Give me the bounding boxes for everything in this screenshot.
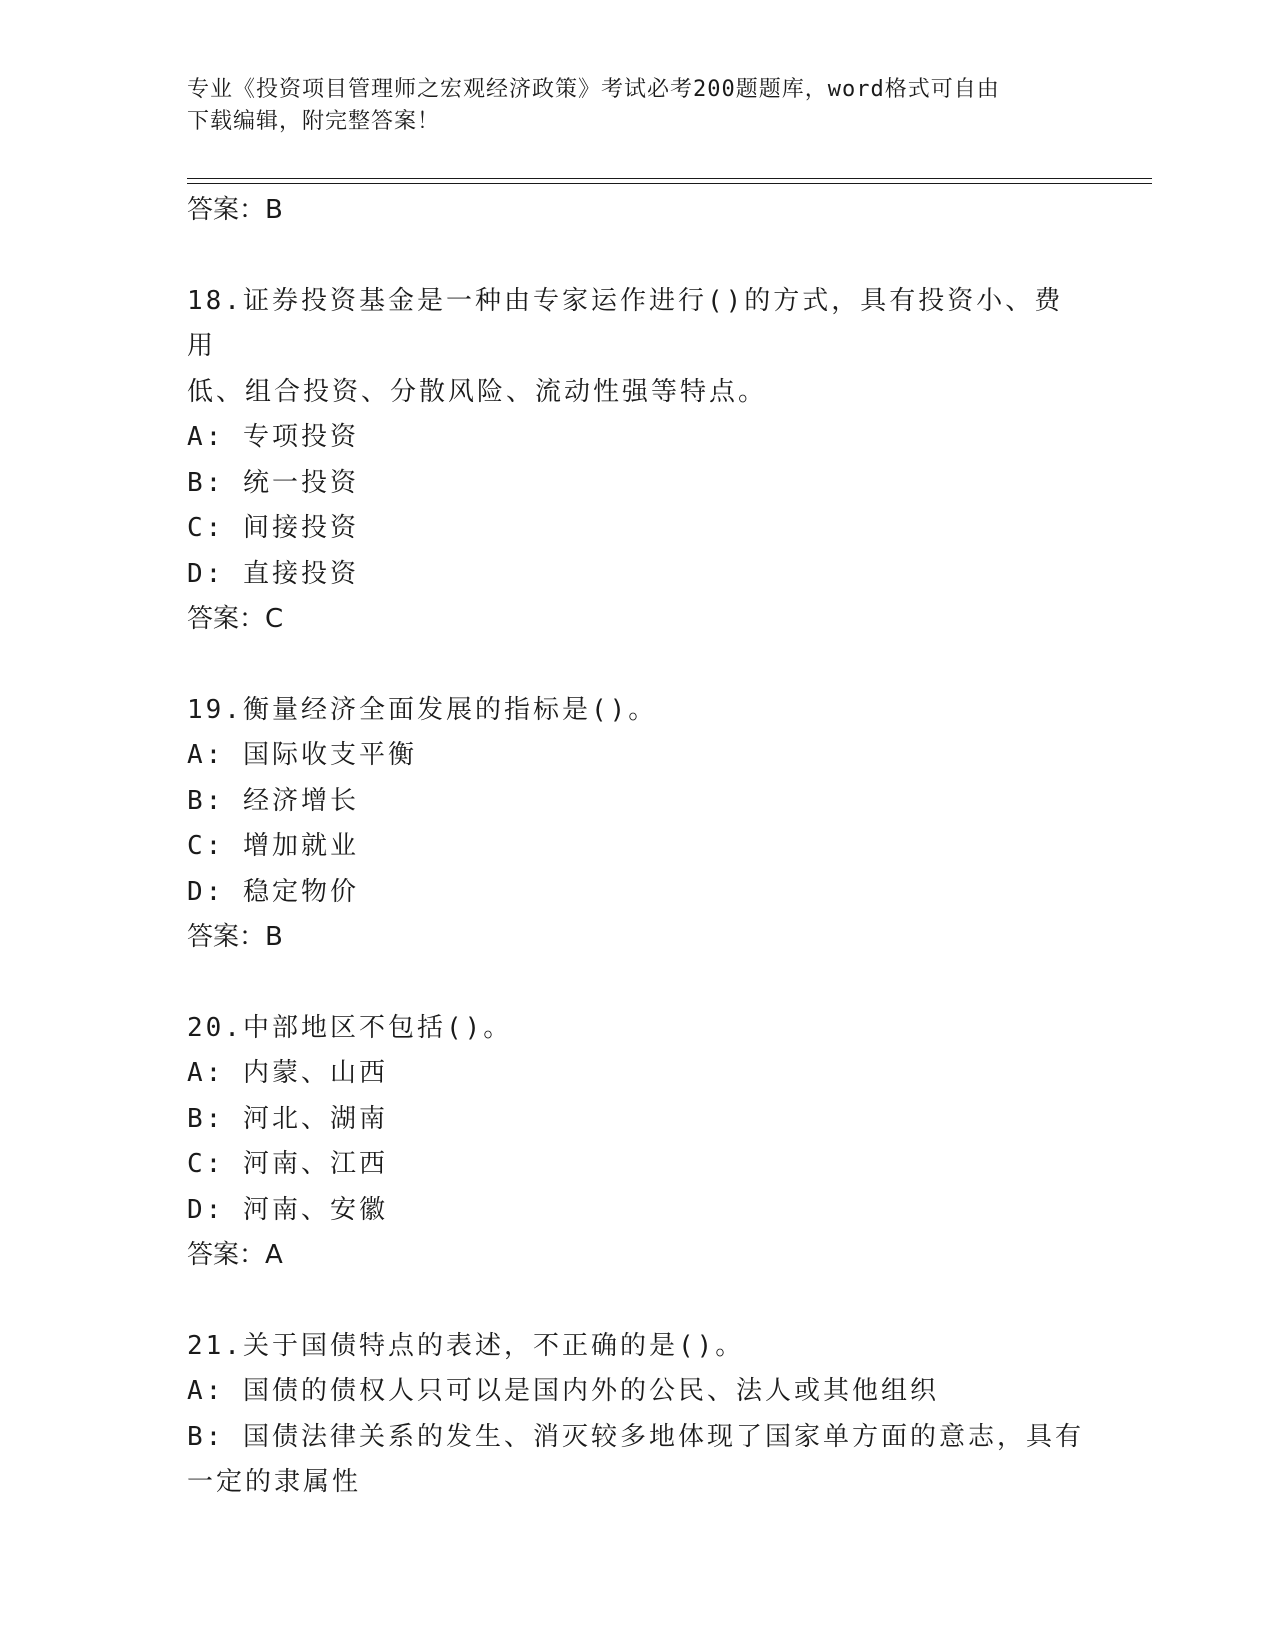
document-header: [187, 74, 1067, 138]
header-line-1: 专业《投资项目管理师之宏观经济政策》考试必考200题题库，word格式可自由: [187, 77, 1000, 102]
option-a: A: 专项投资: [187, 422, 359, 452]
answer-line: 答案：B: [187, 922, 283, 952]
answer-line: 答案：B: [187, 195, 283, 225]
question-text-line: 低、组合投资、分散风险、流动性强等特点。: [187, 376, 768, 407]
document-body: [187, 188, 1087, 1506]
answer-line: 答案：C: [187, 604, 284, 634]
option-c: C: 增加就业: [187, 831, 359, 861]
question-text-line: 19.衡量经济全面发展的指标是()。: [187, 694, 658, 725]
option-b: B: 统一投资: [187, 467, 359, 498]
question-19: [187, 688, 1087, 961]
question-text-line: 18.证券投资基金是一种由专家运作进行()的方式，具有投资小、费用: [187, 285, 1064, 361]
option-b: B: 国债法律关系的发生、消灭较多地体现了国家单方面的意志，具有: [187, 1421, 1084, 1452]
option-b: B: 河北、湖南: [187, 1103, 388, 1134]
option-c: C: 间接投资: [187, 513, 359, 543]
option-d: D: 河南、安徽: [187, 1194, 388, 1225]
option-b: B: 经济增长: [187, 785, 359, 816]
option-b-continued: 一定的隶属性: [187, 1467, 362, 1497]
question-21: [187, 1324, 1087, 1506]
header-line-2: 下载编辑，附完整答案！: [187, 109, 441, 134]
option-c: C: 河南、江西: [187, 1149, 388, 1179]
question-18: [187, 279, 1087, 643]
question-20: [187, 1006, 1087, 1279]
header-rule-top: [187, 178, 1152, 179]
option-d: D: 直接投资: [187, 558, 359, 589]
answer-line: 答案：A: [187, 1240, 283, 1270]
option-a: A: 国债的债权人只可以是国内外的公民、法人或其他组织: [187, 1376, 939, 1406]
option-a: A: 内蒙、山西: [187, 1058, 388, 1088]
question-text-line: 21.关于国债特点的表述，不正确的是()。: [187, 1330, 745, 1361]
option-a: A: 国际收支平衡: [187, 740, 417, 770]
header-rule-bottom: [187, 183, 1152, 184]
question-text-line: 20.中部地区不包括()。: [187, 1012, 513, 1043]
option-d: D: 稳定物价: [187, 876, 359, 907]
